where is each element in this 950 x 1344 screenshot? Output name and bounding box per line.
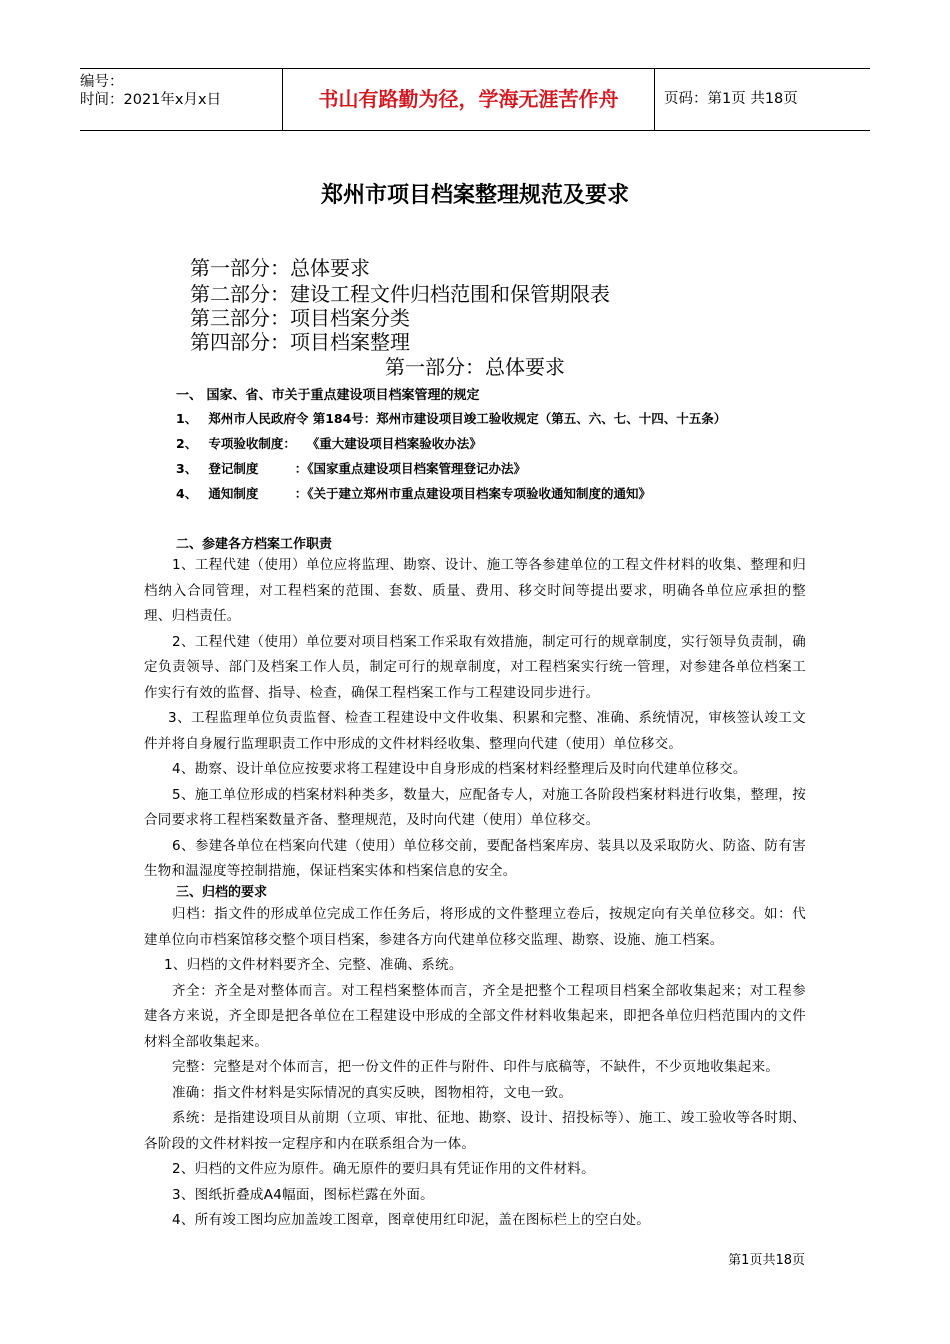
regulation-number: 3、 [176, 461, 198, 476]
section3-heading: 三、归档的要求 [176, 885, 268, 900]
document-title: 郑州市项目档案整理规范及要求 [320, 183, 629, 208]
regulation-name: 专项验收制度： [208, 436, 296, 451]
regulation-text: ：《关于建立郑州市重点建设项目档案专项验收通知制度的通知》 [294, 486, 651, 501]
paragraph: 1、工程代建（使用）单位应将监理、勘察、设计、施工等各参建单位的工程文件材料的收集、整理和归档纳入合同管理，对工程档案的范围、套数、质量、费用、移交时间等提出要求，明确各单位应承担的整理、归档责任。 [144, 557, 806, 624]
paragraph: 系统：是指建设项目从前期（立项、审批、征地、勘察、设计、招投标等）、施工、竣工验收等各时期、各阶段的文件材料按一定程序和内在联系组合为一体。 [144, 1110, 806, 1152]
part1-title: 第一部分：总体要求 [385, 355, 565, 379]
regulation-number: 4、 [176, 486, 198, 501]
toc-item: 第一部分：总体要求 [190, 256, 370, 280]
toc-item: 第二部分：建设工程文件归档范围和保管期限表 [190, 282, 610, 306]
header-page-number: 页码：第1页 共18页 [664, 91, 798, 107]
document-time: 时间：2021年x月x日 [80, 92, 222, 108]
paragraph: 5、施工单位形成的档案材料种类多，数量大，应配备专人，对施工各阶段档案材料进行收集，整理，按合同要求将工程档案数量齐备、整理规范，及时向代建（使用）单位移交。 [144, 786, 806, 828]
paragraph: 完整：完整是对个体而言，把一份文件的正件与附件、印件与底稿等，不缺件，不少页地收集起来。 [172, 1059, 780, 1075]
section2-body [144, 553, 806, 885]
page-footer: 第1页共18页 [728, 1253, 805, 1268]
paragraph: 准确：指文件材料是实际情况的真实反映，图物相符，文电一致。 [172, 1084, 573, 1101]
regulation-name: 通知制度 [208, 486, 259, 501]
paragraph: 齐全：齐全是对整体而言。对工程档案整体而言，齐全是把整个工程项目档案全部收集起来；对工程参建各方来说，齐全即是把各单位在工程建设中形成的全部文件材料收集起来，即把各单位归档范围内的文件材料全部收集起来。 [144, 982, 806, 1050]
section1-heading: 一、 国家、省、市关于重点建设项目档案管理的规定 [176, 388, 480, 403]
regulation-text: ：《国家重点建设项目档案管理登记办法》 [294, 461, 526, 476]
regulation-item [176, 484, 651, 502]
paragraph: 1、归档的文件材料要齐全、完整、准确、系统。 [164, 957, 463, 973]
regulation-item [176, 434, 482, 452]
toc-item: 第三部分：项目档案分类 [190, 306, 410, 330]
paragraph: 2、归档的文件应为原件。确无原件的要归具有凭证作用的文件材料。 [172, 1161, 595, 1177]
page-header [80, 68, 870, 131]
regulation-name: 登记制度 [208, 461, 259, 476]
header-meta [80, 69, 280, 130]
regulation-number: 1、 [176, 411, 198, 426]
header-slogan: 书山有路勤为径，学海无涯苦作舟 [282, 69, 655, 130]
paragraph: 4、所有竣工图均应加盖竣工图章，图章使用红印泥，盖在图标栏上的空白处。 [172, 1212, 651, 1228]
paragraph: 4、勘察、设计单位应按要求将工程建设中自身形成的档案材料经整理后及时向代建单位移交。 [172, 761, 747, 777]
section3-body [144, 902, 806, 1234]
regulation-name: 郑州市人民政府令 第184号：郑州市建设项目竣工验收规定（第五、六、七、十四、十五条） [208, 411, 727, 426]
paragraph: 3、工程监理单位负责监督、检查工程建设中文件收集、积累和完整、准确、系统情况，审核签认竣工文件并将自身履行监理职责工作中形成的文件材料经收集、整理向代建（使用）单位移交。 [144, 710, 806, 752]
paragraph: 3、图纸折叠成A4幅面，图标栏露在外面。 [172, 1186, 434, 1203]
toc-item: 第四部分：项目档案整理 [190, 330, 410, 354]
regulation-text: 《重大建设项目档案验收办法》 [306, 436, 482, 451]
regulation-item [176, 459, 526, 477]
paragraph: 2、工程代建（使用）单位要对项目档案工作采取有效措施，制定可行的规章制度，实行领导负责制，确定负责领导、部门及档案工作人员，制定可行的规章制度，对工程档案实行统一管理，对参建各单位档案工作实行有效的监督、指导、检查，确保工程档案工作与工程建设同步进行。 [144, 633, 806, 701]
regulation-number: 2、 [176, 436, 198, 451]
regulation-item [176, 409, 726, 427]
section2-heading: 二、参建各方档案工作职责 [176, 537, 333, 552]
paragraph: 6、参建各单位在档案向代建（使用）单位移交前，要配备档案库房、装具以及采取防火、防盗、防有害生物和温湿度等控制措施，保证档案实体和档案信息的安全。 [144, 837, 806, 879]
document-number: 编号： [80, 74, 124, 90]
paragraph: 归档：指文件的形成单位完成工作任务后，将形成的文件整理立卷后，按规定向有关单位移交。如：代建单位向市档案馆移交整个项目档案，参建各方向代建单位移交监理、勘察、设施、施工档案。 [144, 906, 806, 948]
